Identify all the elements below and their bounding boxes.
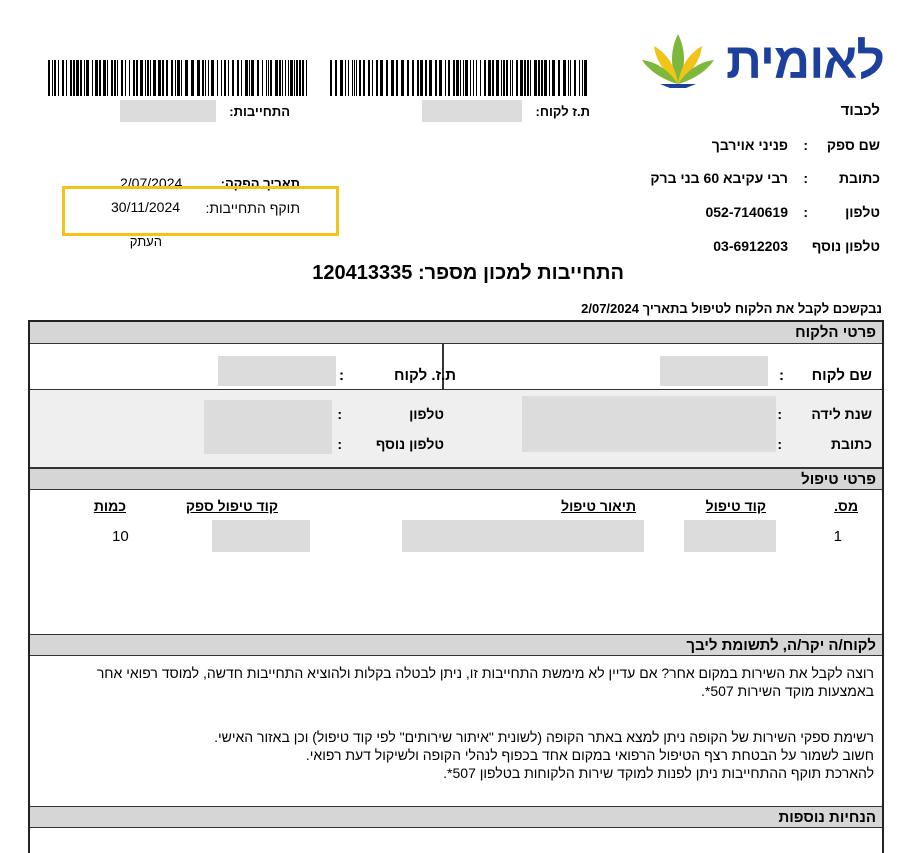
barcode-bar <box>177 60 180 96</box>
barcode-bar <box>460 60 461 96</box>
barcode-bar <box>363 60 365 96</box>
notes-section-header <box>30 806 882 828</box>
barcode-bar <box>111 60 113 96</box>
commitment-redacted <box>120 100 216 122</box>
barcode-bar <box>368 60 370 96</box>
birth-year-sep: : <box>777 406 782 422</box>
client-id-field-label: ת.ז. לקוח <box>393 367 456 384</box>
barcode-bar <box>306 60 307 96</box>
barcode-bar <box>205 60 206 96</box>
barcode-bar <box>563 60 566 96</box>
logo <box>640 26 890 98</box>
provider-name-value: פניני אוירבך <box>711 137 788 153</box>
barcode-bar <box>129 60 130 96</box>
barcode-bar <box>445 60 446 96</box>
barcode-bar <box>534 60 537 96</box>
barcode-bar <box>290 60 293 96</box>
barcode-bar <box>574 60 576 96</box>
barcode-bar <box>58 60 59 96</box>
row-no: 1 <box>833 528 842 545</box>
barcode-bar <box>401 60 404 96</box>
commitment-label: התחייבות: <box>229 104 290 119</box>
barcode-bar <box>147 60 149 96</box>
barcode-bar <box>241 60 242 96</box>
barcode-bar <box>520 60 523 96</box>
barcode-bar <box>296 60 298 96</box>
barcode-bar <box>140 60 143 96</box>
subtitle <box>581 301 882 316</box>
barcode-bar <box>270 60 272 96</box>
barcode-bar <box>99 60 101 96</box>
barcode-bar <box>501 60 502 96</box>
attention-section-title: לקוח/ה יקר/ה, לתשומת ליבך <box>686 637 876 654</box>
attention-paragraph-3: חשוב לשמור על הבטחת רצף הטיפול הרפואי במקום אחד בכפוף לנהלי הקופה ולשיקול דעת רפואי. <box>305 747 874 763</box>
barcode-bar <box>217 60 218 96</box>
barcode-bar <box>150 60 151 96</box>
barcode-bar <box>463 60 464 96</box>
barcode-bar <box>476 60 477 96</box>
barcode-bar <box>372 60 373 96</box>
barcode-bar <box>549 60 550 96</box>
address-sep: : <box>777 436 782 452</box>
barcode-bar <box>221 60 222 96</box>
barcode-bar <box>484 60 486 96</box>
col-code: קוד טיפול <box>705 498 766 514</box>
barcode-bar <box>48 60 50 96</box>
barcode-bar <box>348 60 349 96</box>
barcode-bar <box>456 60 459 96</box>
barcode-bar <box>506 60 508 96</box>
provider-name-sep: : <box>803 137 808 153</box>
title-text: התחייבות למכון מספר: <box>417 262 624 284</box>
barcode-bar <box>356 60 357 96</box>
barcode-bar <box>425 60 427 96</box>
barcode-bar <box>570 60 571 96</box>
barcode-bar <box>492 60 494 96</box>
barcode-bar <box>121 60 123 96</box>
barcode-bar <box>114 60 116 96</box>
barcode <box>48 60 588 96</box>
barcode-bar <box>354 60 355 96</box>
phone2-label: טלפון נוסף <box>375 436 444 452</box>
issue-date-value: 2/07/2024 <box>120 175 183 191</box>
col-desc: תיאור טיפול <box>561 498 636 514</box>
barcode-bar <box>473 60 474 96</box>
barcode-bar <box>262 60 263 96</box>
barcode-bar <box>465 60 468 96</box>
barcode-bar <box>299 60 301 96</box>
barcode-bar <box>516 60 518 96</box>
barcode-bar <box>107 60 108 96</box>
barcode-bar <box>584 60 587 96</box>
barcode-bar <box>275 60 278 96</box>
barcode-bar <box>251 60 254 96</box>
provider-address-sep: : <box>803 170 808 186</box>
logo-leaf-icon <box>640 28 716 90</box>
client-section-title: פרטי הלקוח <box>795 324 876 341</box>
barcode-bar <box>568 60 569 96</box>
issue-date-label: תאריך הפקה: <box>220 176 300 191</box>
copy-label: העתק <box>129 234 162 249</box>
barcode-bar <box>552 60 555 96</box>
barcode-bar <box>524 60 526 96</box>
to-label: לכבוד <box>840 102 880 119</box>
row-code-redacted <box>684 520 776 552</box>
phone-label: טלפון <box>409 406 444 422</box>
barcode-bar <box>171 60 173 96</box>
barcode-bar <box>294 60 295 96</box>
provider-phone2-value: 03-6912203 <box>713 238 788 254</box>
barcode-bar <box>579 60 580 96</box>
treatment-section-title: פרטי טיפול <box>801 471 876 488</box>
provider-address-value: רבי עקיבא 60 בני ברק <box>650 170 788 186</box>
phone-sep: : <box>337 406 342 422</box>
client-id-field-sep: : <box>339 367 344 384</box>
barcode-bar <box>359 60 361 96</box>
validity-label: תוקף התחייבות: <box>205 200 300 216</box>
barcode-bar <box>103 60 106 96</box>
provider-phone-value: 052-7140619 <box>705 204 788 220</box>
attention-paragraph-1: רוצה לקבל את השירות במקום אחר? אם עדיין לא מימשת התחייבות זו, ניתן לבטלה בקלות ולהוציא התחייבות חדשה, למוסד רפואי אחר באמצעות מוקד השירות 507*. <box>96 665 874 699</box>
col-no: מס. <box>834 498 858 514</box>
barcode-bar <box>257 60 259 96</box>
barcode-bar <box>282 60 283 96</box>
barcode-bar <box>202 60 204 96</box>
barcode-bar <box>412 60 414 96</box>
barcode-bar <box>435 60 437 96</box>
provider-name-label: שם ספק <box>826 137 880 153</box>
barcode-bar <box>125 60 126 96</box>
barcode-bar <box>166 60 168 96</box>
barcode-bar <box>268 60 269 96</box>
barcode-bar <box>530 60 531 96</box>
client-name-sep: : <box>779 367 784 384</box>
barcode-bar <box>285 60 286 96</box>
row-provider-code-redacted <box>212 520 310 552</box>
barcode-bar <box>70 60 72 96</box>
barcode-bar <box>162 60 164 96</box>
client-section-header <box>30 322 882 344</box>
barcode-bar <box>66 60 67 96</box>
barcode-bar <box>396 60 398 96</box>
subtitle-text: נבקשכם לקבל את הלקוח לטיפול בתאריך <box>642 301 882 316</box>
barcode-bar <box>288 60 289 96</box>
barcode-bar <box>158 60 161 96</box>
barcode-bar <box>228 60 229 96</box>
barcode-bar <box>62 60 64 96</box>
client-name-label: שם לקוח <box>811 367 872 384</box>
barcode-bar <box>136 60 138 96</box>
barcode-bar <box>352 60 353 96</box>
row-desc-redacted <box>402 520 644 552</box>
commitment-form <box>28 320 884 853</box>
barcode-bar <box>340 60 343 96</box>
barcode-bar <box>503 60 505 96</box>
barcode-bar <box>439 60 442 96</box>
barcode-bar <box>92 60 93 96</box>
client-id-field-redacted <box>218 356 336 386</box>
client-name-redacted <box>660 356 768 386</box>
barcode-bar <box>386 60 388 96</box>
barcode-bar <box>52 60 53 96</box>
subtitle-date: 2/07/2024 <box>581 301 639 316</box>
barcode-bar <box>391 60 394 96</box>
barcode-bar <box>376 60 378 96</box>
attention-section-header <box>30 634 882 656</box>
commitment-number: 120413335 <box>312 262 413 284</box>
barcode-bar <box>117 60 118 96</box>
barcode-bar <box>345 60 346 96</box>
barcode-bar <box>488 60 491 96</box>
barcode-bar <box>76 60 79 96</box>
birth-year-label: שנת לידה <box>811 406 872 422</box>
barcode-bar <box>80 60 82 96</box>
phone2-sep: : <box>337 436 342 452</box>
provider-phone2-row <box>620 238 880 256</box>
barcode-bar <box>266 60 267 96</box>
notes-section-title: הנחיות נוספות <box>778 809 876 826</box>
barcode-bar <box>224 60 226 96</box>
barcode-bar <box>420 60 423 96</box>
barcode-bar <box>417 60 419 96</box>
barcode-bar <box>496 60 499 96</box>
client-phones-redacted <box>204 400 332 454</box>
barcode-bar <box>245 60 248 96</box>
barcode-bar <box>279 60 281 96</box>
barcode-bar <box>330 60 332 96</box>
barcode-bar <box>407 60 409 96</box>
barcode-bar <box>95 60 98 96</box>
barcode-bar <box>73 60 75 96</box>
provider-name-row <box>620 137 880 155</box>
barcode-bar <box>191 60 194 96</box>
barcode-bar <box>582 60 583 96</box>
barcode-bar <box>197 60 200 96</box>
attention-paragraph-2: רשימת ספקי השירות של הקופה ניתן למצא באתר הקופה (לשונית "איתור שירותים" לפי קוד טיפול) וכן באזור האישי. <box>214 729 874 745</box>
barcode-bar <box>208 60 209 96</box>
barcode-bar <box>175 60 176 96</box>
barcode-bar <box>512 60 513 96</box>
barcode-bar <box>470 60 471 96</box>
provider-phone-row <box>620 204 880 222</box>
treatment-section-header <box>30 468 882 490</box>
provider-address-label: כתובת <box>838 170 880 186</box>
barcode-bar <box>510 60 511 96</box>
barcode-bar <box>429 60 432 96</box>
provider-phone-label: טלפון <box>845 204 880 220</box>
address-label: כתובת <box>830 436 872 452</box>
barcode-bar <box>232 60 234 96</box>
barcode-bar <box>86 60 89 96</box>
col-qty: כמות <box>93 498 126 514</box>
barcode-bar <box>84 60 85 96</box>
barcode-bar <box>211 60 214 96</box>
barcode-bar <box>249 60 250 96</box>
provider-phone-sep: : <box>803 204 808 220</box>
barcode-bar <box>181 60 182 96</box>
client-id-label: ת.ז לקוח: <box>535 104 590 119</box>
barcode-bar <box>480 60 481 96</box>
barcode-bar <box>453 60 455 96</box>
barcode-bar <box>153 60 156 96</box>
barcode-bar <box>544 60 547 96</box>
barcode-bar <box>145 60 146 96</box>
barcode-bar <box>302 60 304 96</box>
barcode-bar <box>558 60 560 96</box>
barcode-bar <box>538 60 540 96</box>
attention-paragraph-4: להארכת תוקף ההתחייבות ניתן לפנות למוקד שירות הלקוחות בטלפון 507*. <box>443 765 874 781</box>
row-qty: 10 <box>112 528 129 545</box>
barcode-bar <box>527 60 529 96</box>
barcode-bar <box>448 60 450 96</box>
logo-text: לאומית <box>725 33 884 89</box>
barcode-bar <box>380 60 383 96</box>
barcode-bar <box>133 60 135 96</box>
barcode-bar <box>237 60 239 96</box>
barcode-bar <box>541 60 543 96</box>
barcode-bar <box>335 60 337 96</box>
page-title <box>312 262 624 285</box>
client-id-redacted <box>422 100 522 122</box>
client-contact-redacted <box>522 396 776 452</box>
validity-value: 30/11/2024 <box>111 199 181 215</box>
provider-phone2-label: טלפון נוסף <box>811 238 880 254</box>
provider-address-row <box>620 170 880 188</box>
barcode-bar <box>54 60 56 96</box>
col-provider-code: קוד טיפול ספק <box>185 498 278 514</box>
barcode-bar <box>185 60 188 96</box>
